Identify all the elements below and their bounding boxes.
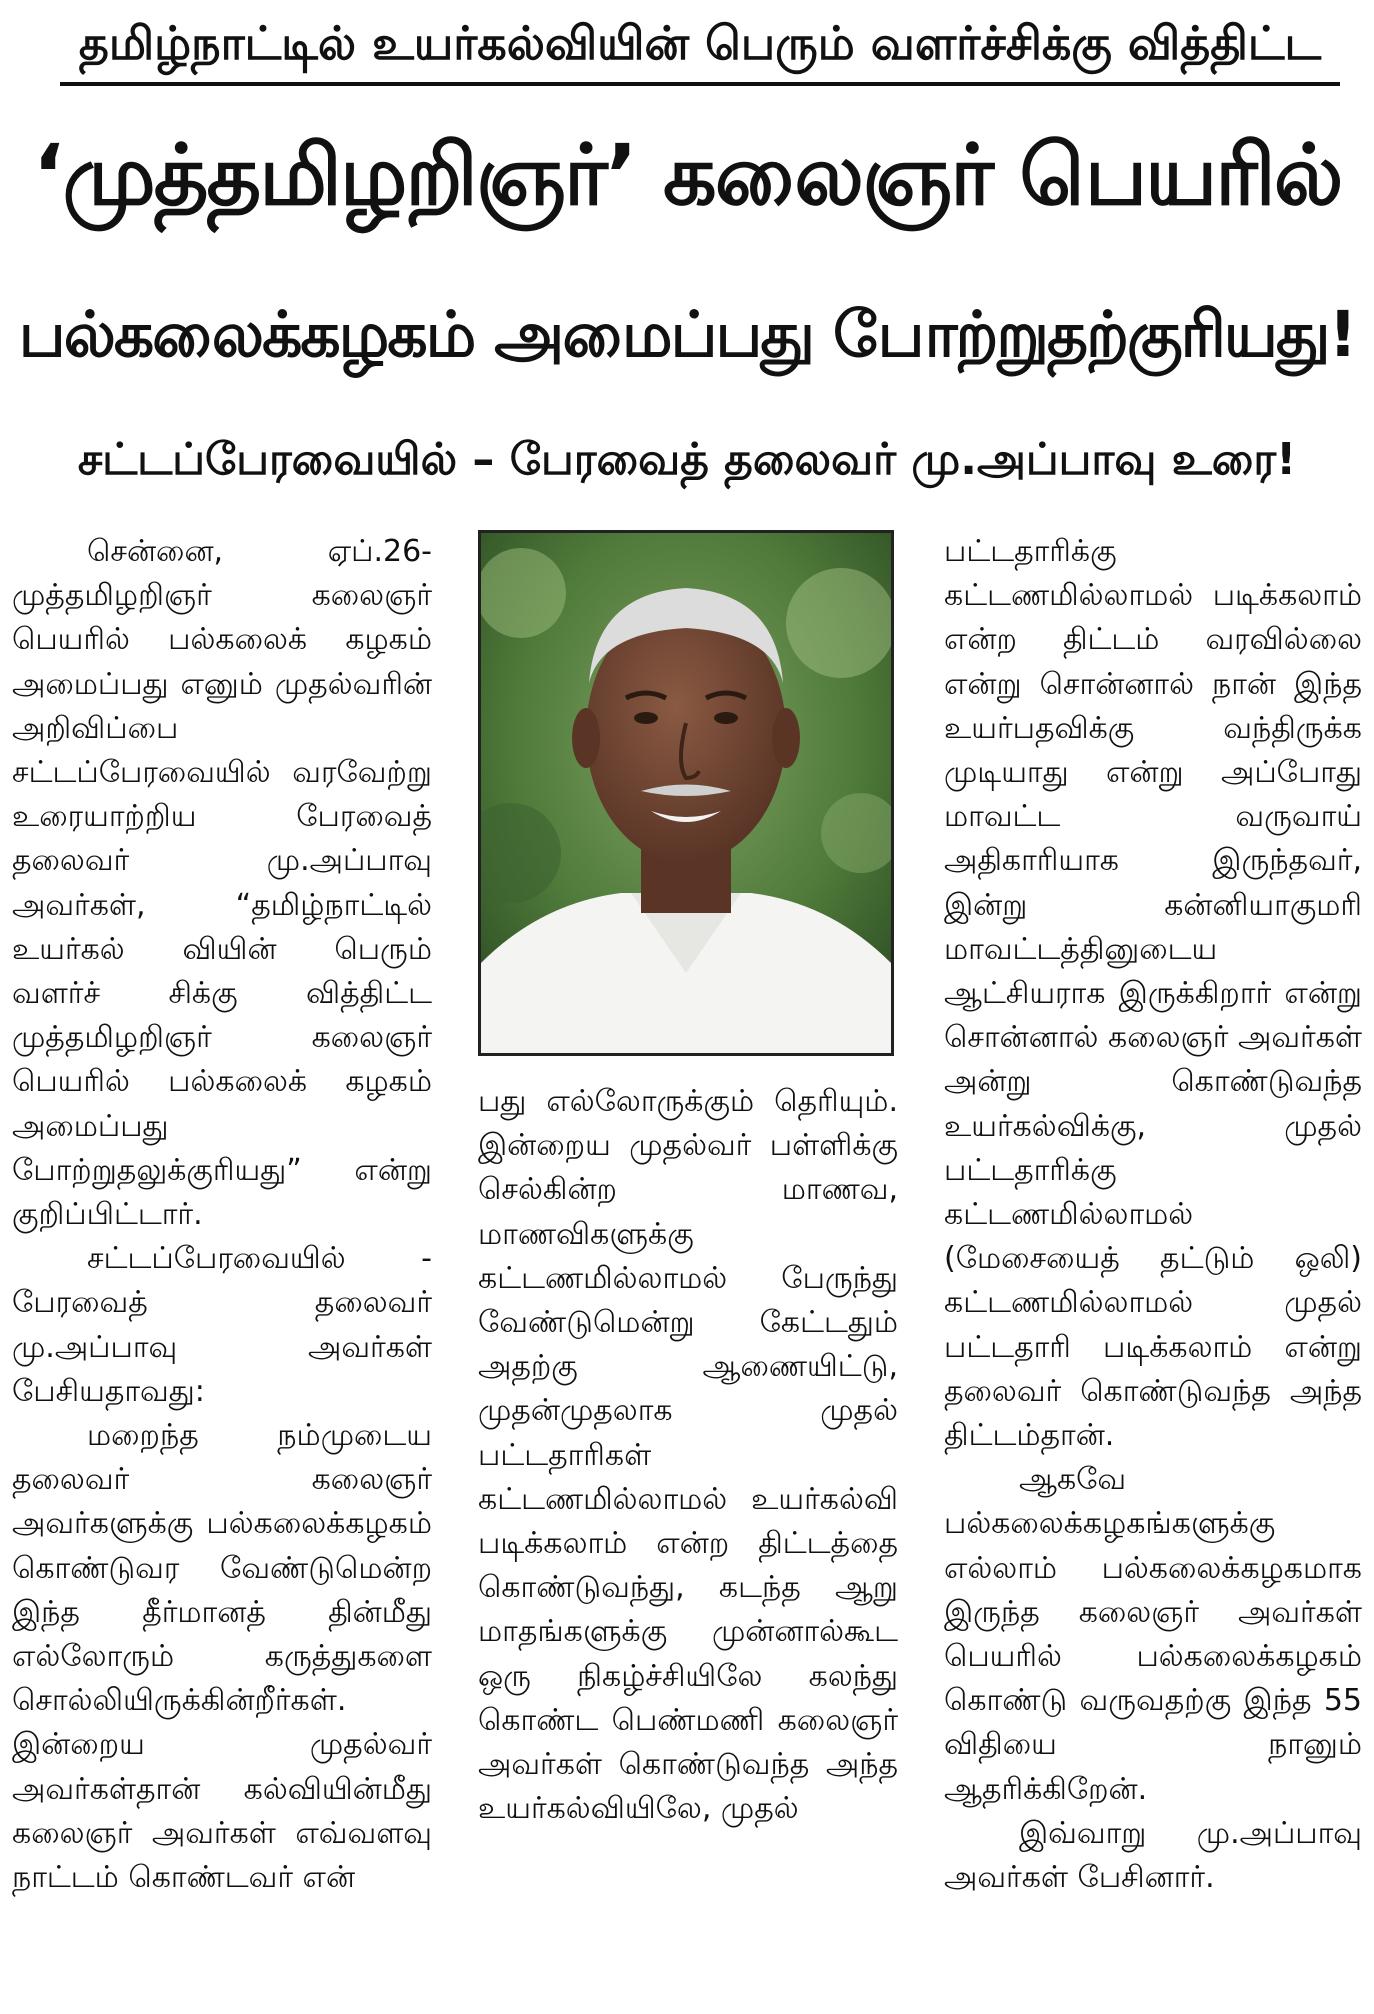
paragraph: பட்டதாரிக்கு கட்டணமில்லாமல் படிக்கலாம் என்ற திட்டம் வரவில்லை என்று சொன்னால் நான் இந்த உயர்பதவிக்கு வந்திருக்க முடியாது என்று அப்போது மாவட்ட வருவாய் அதிகாரியாக இருந்தவர், இன்று கன்னியாகுமரி மாவட்டத்தினுடைய ஆட்சியராக இருக்கிறார் என்று சொன்னால் கலைஞர் அவர்கள் அன்று கொண்டுவந்த உயர்கல்விக்கு, முதல் பட்டதாரிக்கு கட்டணமில்லாமல் (மேசையைத் தட்டும் ஒலி) கட்டணமில்லாமல் முதல் பட்டதாரி படிக்கலாம் என்று தலைவர் கொண்டுவந்த அந்த திட்டம்தான். <box>944 534 1362 1454</box>
speaker-portrait-photo <box>478 530 894 1056</box>
headline-line-2: பல்கலைக்கழகம் அமைப்பது போற்றுதற்குரியது! <box>18 298 1356 371</box>
paragraph: பது எல்லோருக்கும் தெரியும். இன்றைய முதல்வர் பள்ளிக்கு செல்கின்ற மாணவ, மாணவிகளுக்கு கட்டணமில்லாமல் பேருந்து வேண்டுமென்று கேட்டதும் அதற்கு ஆணையிட்டு, முதன்முதலாக முதல் பட்டதாரிகள் கட்டணமில்லாமல் உயர்கல்வி படிக்கலாம் என்ற திட்டத்தை கொண்டுவந்து, கடந்த ஆறு மாதங்களுக்கு முன்னால்கூட ஒரு நிகழ்ச்சியிலே கலந்து கொண்ட பெண்மணி கலைஞர் அவர்கள் கொண்டுவந்த அந்த உயர்கல்வியிலே, முதல் <box>478 1084 898 1827</box>
article-column-right <box>944 530 1362 2010</box>
paragraph: ஆகவே பல்கலைக்கழகங்களுக்கு எல்லாம் பல்கலைக்கழகமாக இருந்த கலைஞர் அவர்கள் பெயரில் பல்கலைக்கழகம் கொண்டு வருவதற்கு இந்த 55 விதியை நானும் ஆதரிக்கிறேன். <box>944 1462 1362 1807</box>
subheadline: சட்டப்பேரவையில் – பேரவைத் தலைவர் மு.அப்பாவு உரை! <box>77 434 1297 485</box>
headline-line-1: ‘முத்தமிழறிஞர்’ கலைஞர் பெயரில் <box>32 126 1342 224</box>
paragraph: சென்னை, ஏப்.26- முத்தமிழறிஞர் கலைஞர் பெயரில் பல்கலைக் கழகம் அமைப்பது எனும் முதல்வரின் அறிவிப்பை சட்டப்பேரவையில் வரவேற்று உரையாற்றிய பேரவைத் தலைவர் மு.அப்பாவு அவர்கள், “தமிழ்நாட்டில் உயர்கல் வியின் பெரும் வளர்ச் சிக்கு வித்திட்ட முத்தமிழறிஞர் கலைஞர் பெயரில் பல்கலைக் கழகம் அமைப்பது போற்றுதலுக்குரியது” என்று குறிப்பிட்டார். <box>12 534 432 1233</box>
paragraph: சட்டப்பேரவையில் - பேரவைத் தலைவர் மு.அப்பாவு அவர்கள் பேசியதாவது: <box>12 1241 432 1409</box>
portrait-illustration <box>481 533 891 1053</box>
article-column-middle <box>478 1080 898 2010</box>
article-column-left <box>12 530 432 2010</box>
kicker-underline <box>60 82 1340 86</box>
paragraph: மறைந்த நம்முடைய தலைவர் கலைஞர் அவர்களுக்கு பல்கலைக்கழகம் கொண்டுவர வேண்டுமென்ற இந்த தீர்மானத் தின்மீது எல்லோரும் கருத்துகளை சொல்லியிருக்கின்றீர்கள். இன்றைய முதல்வர் அவர்கள்தான் கல்வியின்மீது கலைஞர் அவர்கள் எவ்வளவு நாட்டம் கொண்டவர் என் <box>12 1418 432 1896</box>
paragraph: இவ்வாறு மு.அப்பாவு அவர்கள் பேசினார். <box>944 1815 1362 1896</box>
kicker-headline: தமிழ்நாட்டில் உயர்கல்வியின் பெரும் வளர்ச்சிக்கு வித்திட்ட <box>78 16 1322 70</box>
